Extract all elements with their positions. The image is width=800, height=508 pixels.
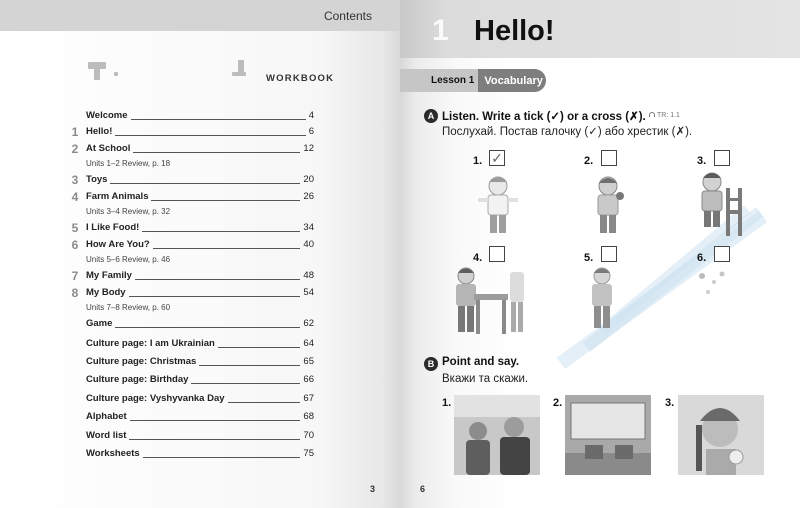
photo-number: 3. xyxy=(665,397,675,409)
toc-entry-title: My Body xyxy=(86,286,126,298)
blurred-logo xyxy=(88,60,248,82)
answer-checkbox[interactable] xyxy=(489,246,505,262)
toc-page-number: 66 xyxy=(303,374,314,386)
toc-leader-line xyxy=(153,248,301,249)
toc-page-number: 34 xyxy=(303,222,314,234)
unit-page xyxy=(400,0,800,508)
girl-photo-image xyxy=(678,395,764,475)
toc-entry-title: Hello! xyxy=(86,126,113,138)
toc-entry[interactable] xyxy=(68,428,314,444)
child-illustration xyxy=(690,168,750,240)
toc-page-number: 26 xyxy=(303,190,314,202)
toc-leader-line xyxy=(199,365,300,366)
toc-entry-title: At School xyxy=(86,142,131,154)
toc-unit-number: 6 xyxy=(71,237,79,252)
toc-entry[interactable] xyxy=(68,446,314,462)
exercise-a-instruction: Listen. Write a tick (✓) or a cross (✗). xyxy=(442,111,646,123)
page-number: 6 xyxy=(420,484,426,494)
toc-page-number: 75 xyxy=(303,448,314,459)
item-number: 2. xyxy=(584,155,594,167)
toc-leader-line xyxy=(130,420,301,421)
toc-entry-title: My Family xyxy=(86,270,132,282)
answer-checkbox[interactable] xyxy=(601,246,617,262)
toc-review-note: Units 3–4 Review, p. 32 xyxy=(86,207,171,217)
answer-checkbox[interactable]: ✓ xyxy=(489,150,505,166)
classroom-photo-image xyxy=(565,395,651,475)
table-of-contents xyxy=(68,108,314,462)
toc-entry[interactable] xyxy=(68,285,314,301)
toc-review-row xyxy=(68,253,314,268)
child-illustration xyxy=(470,172,526,240)
toc-entry[interactable] xyxy=(68,268,314,284)
toc-page-number: 65 xyxy=(303,356,314,368)
toc-entry-title: How Are You? xyxy=(86,238,150,250)
classroom-photo xyxy=(565,395,651,475)
item-number: 6. xyxy=(697,252,707,264)
toc-entry-title: Worksheets xyxy=(86,448,140,459)
toc-entry-title: Word list xyxy=(86,429,127,441)
toc-entry-title: Alphabet xyxy=(86,411,127,423)
toc-entry[interactable] xyxy=(68,336,314,352)
toc-unit-number: 5 xyxy=(71,221,79,236)
toc-unit-number: 4 xyxy=(71,189,79,204)
toc-unit-number: 8 xyxy=(71,285,79,300)
toc-review-row xyxy=(68,157,314,172)
toc-entry[interactable] xyxy=(68,189,314,205)
exercise-b-badge: B xyxy=(424,357,438,371)
toc-entry[interactable] xyxy=(68,220,314,236)
child-illustration xyxy=(584,264,624,336)
toc-leader-line xyxy=(228,402,301,403)
toc-page-number: 40 xyxy=(303,238,314,250)
photo-number: 2. xyxy=(553,397,563,409)
toc-review-row xyxy=(68,205,314,220)
toc-leader-line xyxy=(115,327,300,328)
audio-track: TR: 1.1 xyxy=(649,112,680,119)
toc-entry-title: Culture page: Christmas xyxy=(86,356,197,368)
toc-unit-number: 3 xyxy=(71,173,79,188)
contents-header-band xyxy=(0,0,400,31)
toc-leader-line xyxy=(110,183,300,184)
toc-entry[interactable] xyxy=(68,141,314,157)
toc-page-number: 48 xyxy=(303,270,314,282)
toc-entry[interactable] xyxy=(68,108,314,124)
toc-page-number: 12 xyxy=(303,142,314,154)
toc-leader-line xyxy=(115,135,305,136)
item-number: 4. xyxy=(473,252,483,264)
toc-review-note: Units 7–8 Review, p. 60 xyxy=(86,303,171,313)
workbook-label: WORKBOOK xyxy=(266,73,335,84)
toc-leader-line xyxy=(191,383,300,384)
unit-title: Hello! xyxy=(474,15,555,47)
exercise-b-translation: Вкажи та скажи. xyxy=(442,373,529,385)
toc-review-row xyxy=(68,301,314,316)
photo-number: 1. xyxy=(442,397,452,409)
lesson-tab xyxy=(400,69,546,92)
toc-leader-line xyxy=(129,296,301,297)
answer-checkbox[interactable] xyxy=(601,150,617,166)
toc-leader-line xyxy=(218,347,301,348)
classroom-photo xyxy=(454,395,540,475)
toc-page-number: 20 xyxy=(303,174,314,186)
toc-entry[interactable] xyxy=(68,316,314,332)
classroom-photo-image xyxy=(454,395,540,475)
exercise-b-instruction: Point and say. xyxy=(442,356,520,368)
item-number: 3. xyxy=(697,155,707,167)
headphones-icon xyxy=(649,112,655,117)
item-number: 5. xyxy=(584,252,594,264)
toc-entry-title: Culture page: Birthday xyxy=(86,374,189,386)
toc-entry[interactable] xyxy=(68,391,314,407)
child-illustration xyxy=(582,172,638,240)
toc-page-number: 62 xyxy=(303,318,314,330)
page-number: 3 xyxy=(370,484,376,494)
toc-leader-line xyxy=(143,457,301,458)
toc-unit-number: 7 xyxy=(71,269,79,284)
toc-entry[interactable] xyxy=(68,237,314,253)
toc-page-number: 67 xyxy=(303,392,314,404)
answer-checkbox[interactable] xyxy=(714,246,730,262)
toc-unit-number: 1 xyxy=(71,125,79,140)
toc-entry-title: I Like Food! xyxy=(86,222,140,234)
toc-leader-line xyxy=(129,439,300,440)
toc-entry-title: Culture page: Vyshyvanka Day xyxy=(86,392,225,404)
toc-review-note: Units 5–6 Review, p. 46 xyxy=(86,255,171,265)
toc-entry[interactable] xyxy=(68,372,314,388)
toc-page-number: 6 xyxy=(308,126,314,138)
unit-number: 1 xyxy=(432,14,449,47)
toc-page-number: 54 xyxy=(303,286,314,298)
toc-entry[interactable] xyxy=(68,354,314,370)
faded-illustration xyxy=(692,266,732,302)
contents-title: Contents xyxy=(323,9,372,23)
lesson-label: Lesson 1 xyxy=(400,69,478,92)
toc-leader-line xyxy=(131,119,306,120)
toc-entry-title: Farm Animals xyxy=(86,190,149,202)
toc-page-number: 70 xyxy=(303,429,314,441)
answer-checkbox[interactable] xyxy=(714,150,730,166)
toc-entry-title: Welcome xyxy=(86,110,128,121)
toc-review-note: Units 1–2 Review, p. 18 xyxy=(86,159,171,169)
toc-entry-title: Toys xyxy=(86,174,108,186)
toc-leader-line xyxy=(142,231,300,232)
exercise-a-badge: A xyxy=(424,109,438,123)
toc-page-number: 68 xyxy=(303,411,314,423)
toc-entry[interactable] xyxy=(68,124,314,140)
toc-page-number: 4 xyxy=(308,110,314,121)
toc-entry-title: Culture page: I am Ukrainian xyxy=(86,337,215,349)
toc-entry[interactable] xyxy=(68,409,314,425)
girl-photo xyxy=(678,395,764,475)
unit-header-band xyxy=(400,0,800,58)
toc-entry-title: Game xyxy=(86,318,113,330)
item-number: 1. xyxy=(473,155,483,167)
toc-leader-line xyxy=(133,152,300,153)
lesson-topic: Vocabulary xyxy=(484,74,543,87)
toc-leader-line xyxy=(135,279,300,280)
toc-page-number: 64 xyxy=(303,337,314,349)
children-at-table-illustration xyxy=(452,264,526,340)
toc-unit-number: 2 xyxy=(71,141,79,156)
toc-entry[interactable] xyxy=(68,172,314,188)
exercise-a-translation: Послухай. Постав галочку (✓) або хрестик (✗). xyxy=(442,126,693,138)
toc-leader-line xyxy=(151,200,300,201)
